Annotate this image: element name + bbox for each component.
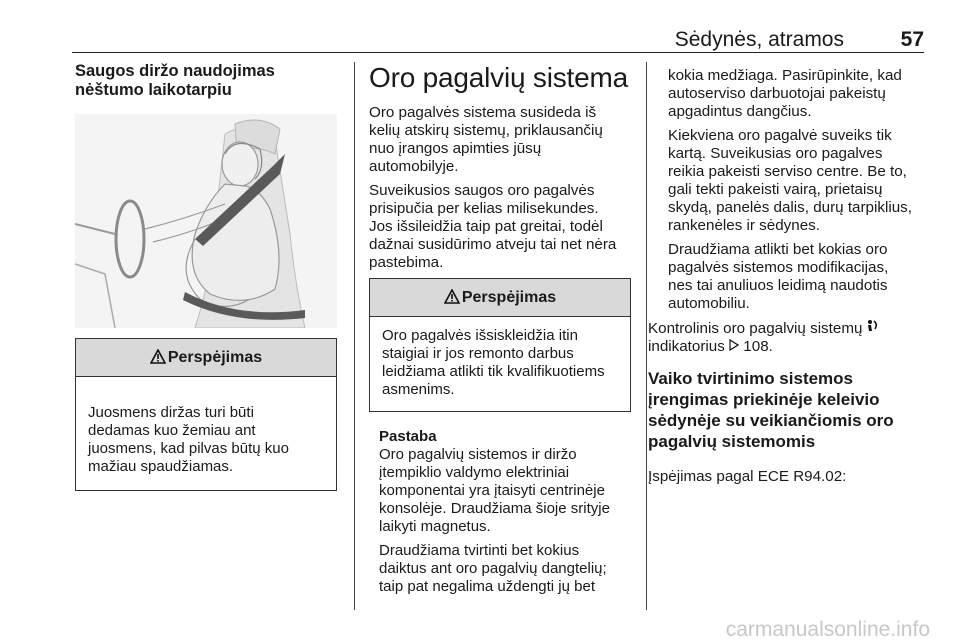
indicator-reference: Kontrolinis oro pagalvių sistemų indikatorius 108. (648, 319, 926, 356)
column-1-warning-wrap (75, 338, 337, 491)
note-continuation: kokia medžiaga. Pasirūpinkite, kad autoserviso darbuotojai pakeistų apgadintus dangčius. Kiekviena oro pagalvė suveiks tik kartą. Suveikusias oro pagalves reikia pakeisti serviso centre. Be to, gali tekti pakeisti vairą, prietaisų skydą, panelės dalis, durų tarpiklius, rankenėles ir sėdynes. Draudžiama atlikti bet kokias oro pagalvės sistemos modifikacijas, nes tai anuliuos leidimą naudotis automobiliu. (668, 67, 912, 312)
warning-box (369, 278, 631, 412)
header-rule (72, 52, 924, 53)
warning-line: Juosmens diržas turi būti (88, 404, 254, 421)
section-title: Oro pagalvių sistema (369, 62, 629, 93)
header-title: Sėdynės, atramos (674, 28, 844, 51)
column-2 (369, 62, 631, 602)
section-heading: Vaiko tvirtinimo sistemos įrengimas priekinėje keleivio sėdynėje su veikiančiomis oro pagalvių sistemomis (648, 369, 894, 451)
page-header (72, 28, 924, 54)
warning-line: asmenims. (382, 381, 455, 398)
page-reference-arrow-icon (729, 338, 739, 355)
warning-box-header (76, 339, 336, 377)
note-paragraph: Oro pagalvių sistemos ir diržo įtempiklio valdymo elektriniai komponentai yra įtaisyti centrinėje konsolėje. Draudžiama šioje srityje laikyti magnetus. (379, 446, 610, 535)
airbag-indicator-icon (867, 320, 879, 337)
column-3 (648, 67, 926, 486)
note-title: Pastaba (379, 428, 437, 445)
warning-line: staigiai ir jos remonto darbus (382, 345, 574, 362)
warning-body (370, 317, 630, 411)
warning-triangle-icon (444, 281, 460, 318)
warning-line: Oro pagalvės išsiskleidžia itin (382, 327, 578, 344)
warning-title: Perspėjimas (461, 289, 557, 306)
note-paragraph: Draudžiama tvirtinti bet kokius daiktus ant oro pagalvių dangtelių; taip pat negalima uždengti jų bet (379, 542, 607, 595)
pregnant-seatbelt-illustration (75, 114, 337, 328)
paragraph: Oro pagalvės sistema susideda iš kelių atskirų sistemų, priklausančių nuo įrangos apimties jūsų automobilyje. (369, 104, 603, 175)
warning-line: mažiau spaudžiamas. (88, 458, 234, 475)
ece-label: Įspėjimas pagal ECE R94.02: (648, 468, 847, 485)
note (369, 428, 631, 596)
column-divider (646, 62, 647, 610)
warning-line: juosmens, kad pilvas būtų kuo (88, 440, 289, 457)
column-1 (75, 62, 337, 100)
warning-title: Perspėjimas (167, 349, 263, 366)
page-number: 57 (900, 28, 924, 51)
warning-triangle-icon (150, 341, 166, 378)
warning-line: dedamas kuo žemiau ant (88, 422, 256, 439)
warning-box-header (370, 279, 630, 317)
column-divider (354, 62, 355, 610)
watermark: carmanualsonline.info (725, 618, 930, 641)
paragraph: Suveikusios saugos oro pagalvės prisipučia per kelias milisekundes. Jos išsileidžia taip pat greitai, todėl dažnai susidūrimo atveju tai net nėra pastebima. (369, 182, 617, 271)
warning-body (76, 377, 336, 490)
warning-box (75, 338, 337, 491)
page-reference-link[interactable]: 108. (743, 338, 773, 355)
section-heading: Saugos diržo naudojimas nėštumo laikotarpiu (75, 62, 275, 99)
warning-line: leidžiama atlikti tik kvalifikuotiems (382, 363, 605, 380)
